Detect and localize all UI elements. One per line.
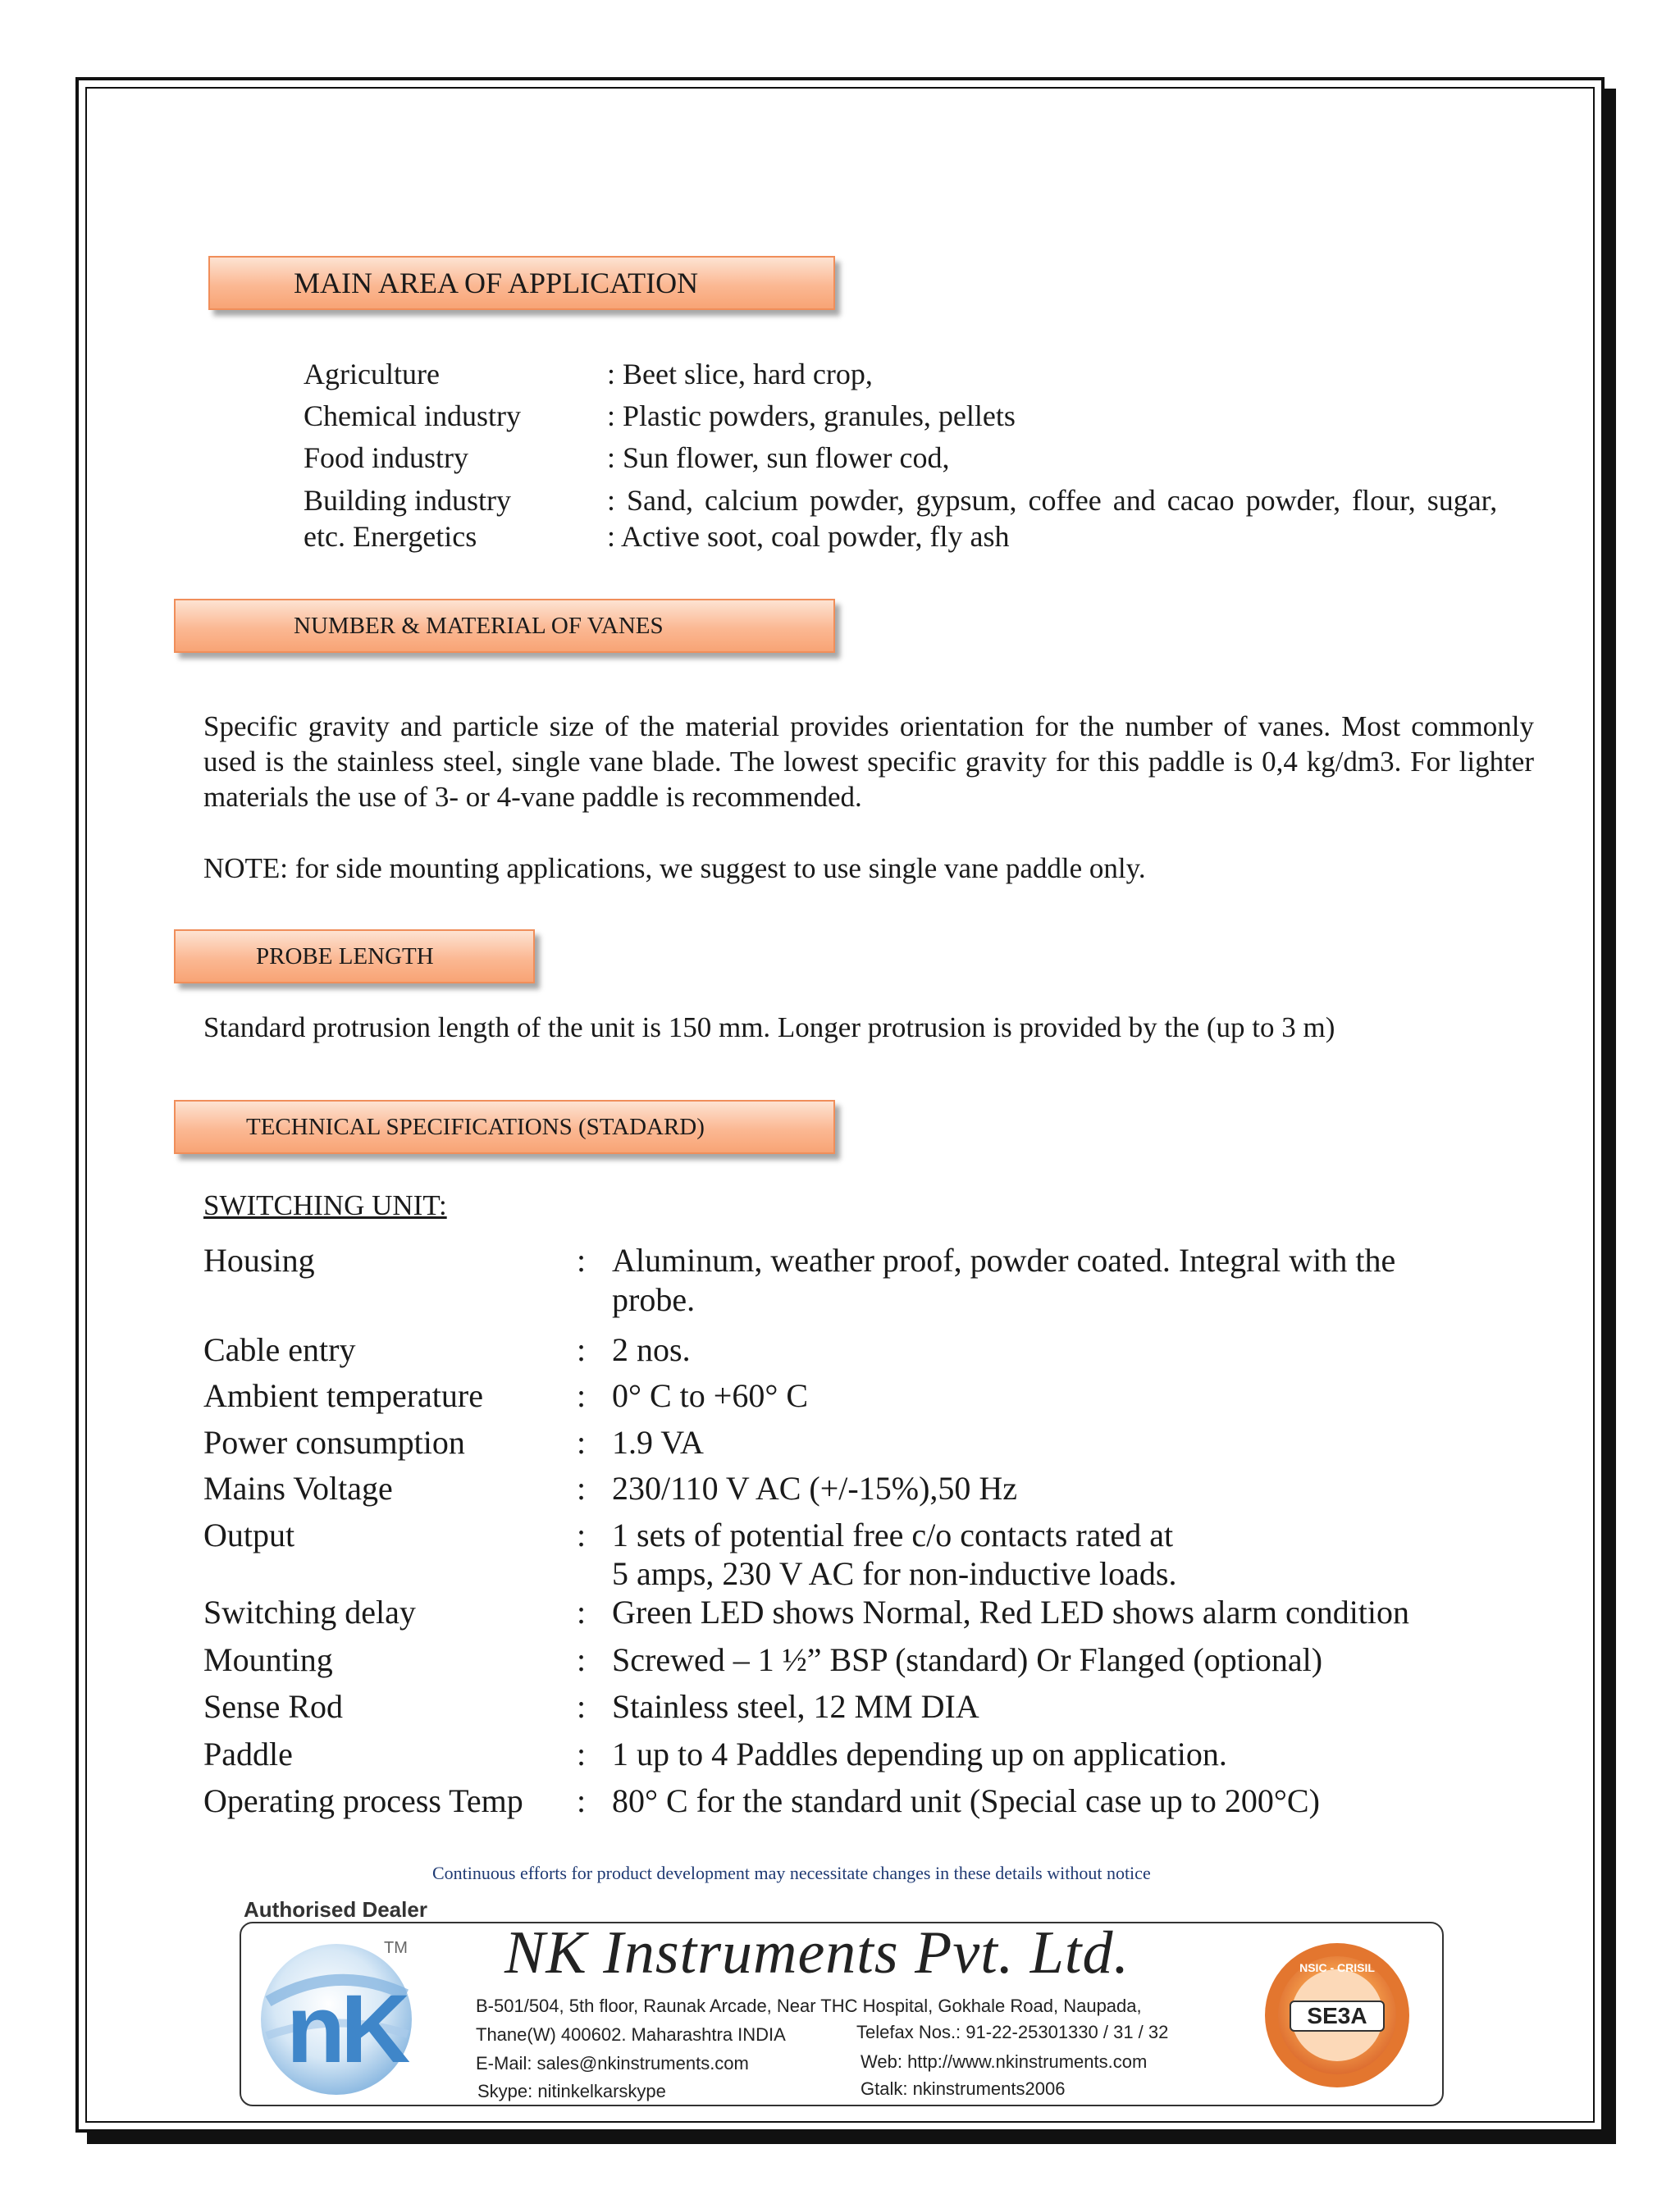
spec-colon: : — [577, 1377, 587, 1414]
section-heading-vanes — [174, 599, 835, 653]
website-link[interactable]: Web: http://www.nkinstruments.com — [861, 2051, 1148, 2072]
section-heading-tech-label: TECHNICAL SPECIFICATIONS (STADARD) — [246, 1113, 705, 1140]
spec-label: Power consumption — [203, 1424, 465, 1461]
spec-colon: : — [577, 1641, 587, 1678]
spec-label: Output — [203, 1517, 295, 1553]
spec-value: Aluminum, weather proof, powder coated. Integral with the — [612, 1242, 1396, 1279]
spec-colon: : — [577, 1736, 587, 1772]
section-heading-probe-label: PROBE LENGTH — [256, 942, 434, 969]
spec-colon: : — [577, 1517, 587, 1553]
nk-logo — [250, 1937, 431, 2101]
spec-label: Mains Voltage — [203, 1470, 393, 1507]
application-label: etc. Energetics — [304, 520, 477, 553]
probe-paragraph: Standard protrusion length of the unit is 150 mm. Longer protrusion is provided by the (up to 3 m) — [203, 1011, 1335, 1043]
spec-value: 1 sets of potential free c/o contacts rated at — [612, 1517, 1174, 1553]
spec-label: Cable entry — [203, 1331, 356, 1368]
email-address[interactable]: E-Mail: sales@nkinstruments.com — [476, 2053, 749, 2074]
vanes-note: NOTE: for side mounting applications, we suggest to use single vane paddle only. — [203, 852, 1146, 884]
section-heading-vanes-label: NUMBER & MATERIAL OF VANES — [294, 612, 664, 639]
application-label: Chemical industry — [304, 399, 521, 432]
spec-colon: : — [577, 1688, 587, 1725]
company-name: NK Instruments Pvt. Ltd. — [504, 1919, 1130, 1987]
address-line-1: B-501/504, 5th floor, Raunak Arcade, Near THC Hospital, Gokhale Road, Naupada, — [476, 1996, 1142, 2016]
vanes-paragraph: Specific gravity and particle size of the material provides orientation for the number of vanes. Most commonly used is the stainless steel, single vane blade. The lowest specific gravity for this paddle is 0,4 kg/dm3. For lighter materials the use of 3- or 4-vane paddle is recommended. — [203, 710, 1534, 813]
spec-colon: : — [577, 1424, 587, 1461]
spec-label: Switching delay — [203, 1594, 416, 1631]
spec-label: Operating process Temp — [203, 1782, 523, 1819]
badge-arc-text: NSIC - CRISIL — [1299, 1961, 1375, 1974]
application-label: Agriculture — [304, 358, 440, 390]
spec-label: Paddle — [203, 1736, 293, 1772]
spec-value-continued: 5 amps, 230 V AC for non-inductive loads. — [612, 1555, 1177, 1592]
application-label: Building industry — [304, 484, 512, 517]
section-heading-probe — [174, 929, 535, 983]
application-value: : Beet slice, hard crop, — [607, 358, 873, 390]
application-value: : Sand, calcium powder, gypsum, coffee and cacao powder, flour, sugar, — [607, 484, 1498, 517]
skype-id: Skype: nitinkelkarskype — [477, 2081, 666, 2101]
application-label: Food industry — [304, 441, 469, 474]
nsic-crisil-badge — [1259, 1933, 1415, 2097]
spec-value: Green LED shows Normal, Red LED shows alarm condition — [612, 1594, 1410, 1631]
trademark-mark: TM — [384, 1939, 408, 1957]
application-value: : Active soot, coal powder, fly ash — [607, 520, 1010, 553]
nk-logo-letters: nK — [286, 1975, 406, 2083]
spec-value: Screwed – 1 ½” BSP (standard) Or Flanged (optional) — [612, 1641, 1323, 1678]
spec-value: 0° C to +60° C — [612, 1377, 809, 1414]
spec-label: Mounting — [203, 1641, 333, 1678]
spec-value-continued: probe. — [612, 1281, 696, 1318]
authorised-dealer-label: Authorised Dealer — [244, 1897, 427, 1922]
product-notice: Continuous efforts for product development may necessitate changes in these details without notice — [432, 1863, 1151, 1883]
gtalk-id: Gtalk: nkinstruments2006 — [861, 2078, 1066, 2099]
spec-value: 2 nos. — [612, 1331, 691, 1368]
spec-value: 230/110 V AC (+/-15%),50 Hz — [612, 1470, 1018, 1507]
spec-label: Sense Rod — [203, 1688, 343, 1725]
spec-colon: : — [577, 1242, 587, 1279]
spec-label: Ambient temperature — [203, 1377, 483, 1414]
spec-value: Stainless steel, 12 MM DIA — [612, 1688, 979, 1725]
spec-value: 1.9 VA — [612, 1424, 704, 1461]
application-value: : Plastic powders, granules, pellets — [607, 399, 1016, 432]
badge-rating: SE3A — [1307, 2003, 1367, 2028]
address-line-2: Thane(W) 400602. Maharashtra INDIA — [476, 2024, 786, 2045]
spec-colon: : — [577, 1470, 587, 1507]
spec-value: 1 up to 4 Paddles depending up on application. — [612, 1736, 1227, 1772]
spec-colon: : — [577, 1782, 587, 1819]
section-heading-application-label: MAIN AREA OF APPLICATION — [294, 267, 699, 299]
spec-colon: : — [577, 1331, 587, 1368]
section-heading-tech — [174, 1100, 835, 1154]
telefax-numbers: Telefax Nos.: 91-22-25301330 / 31 / 32 — [856, 2022, 1169, 2042]
switching-unit-heading: SWITCHING UNIT: — [203, 1189, 447, 1221]
application-value: : Sun flower, sun flower cod, — [607, 441, 950, 474]
spec-label: Housing — [203, 1242, 315, 1279]
spec-value: 80° C for the standard unit (Special case up to 200°C) — [612, 1782, 1320, 1819]
section-heading-application — [208, 256, 835, 310]
spec-colon: : — [577, 1594, 587, 1631]
